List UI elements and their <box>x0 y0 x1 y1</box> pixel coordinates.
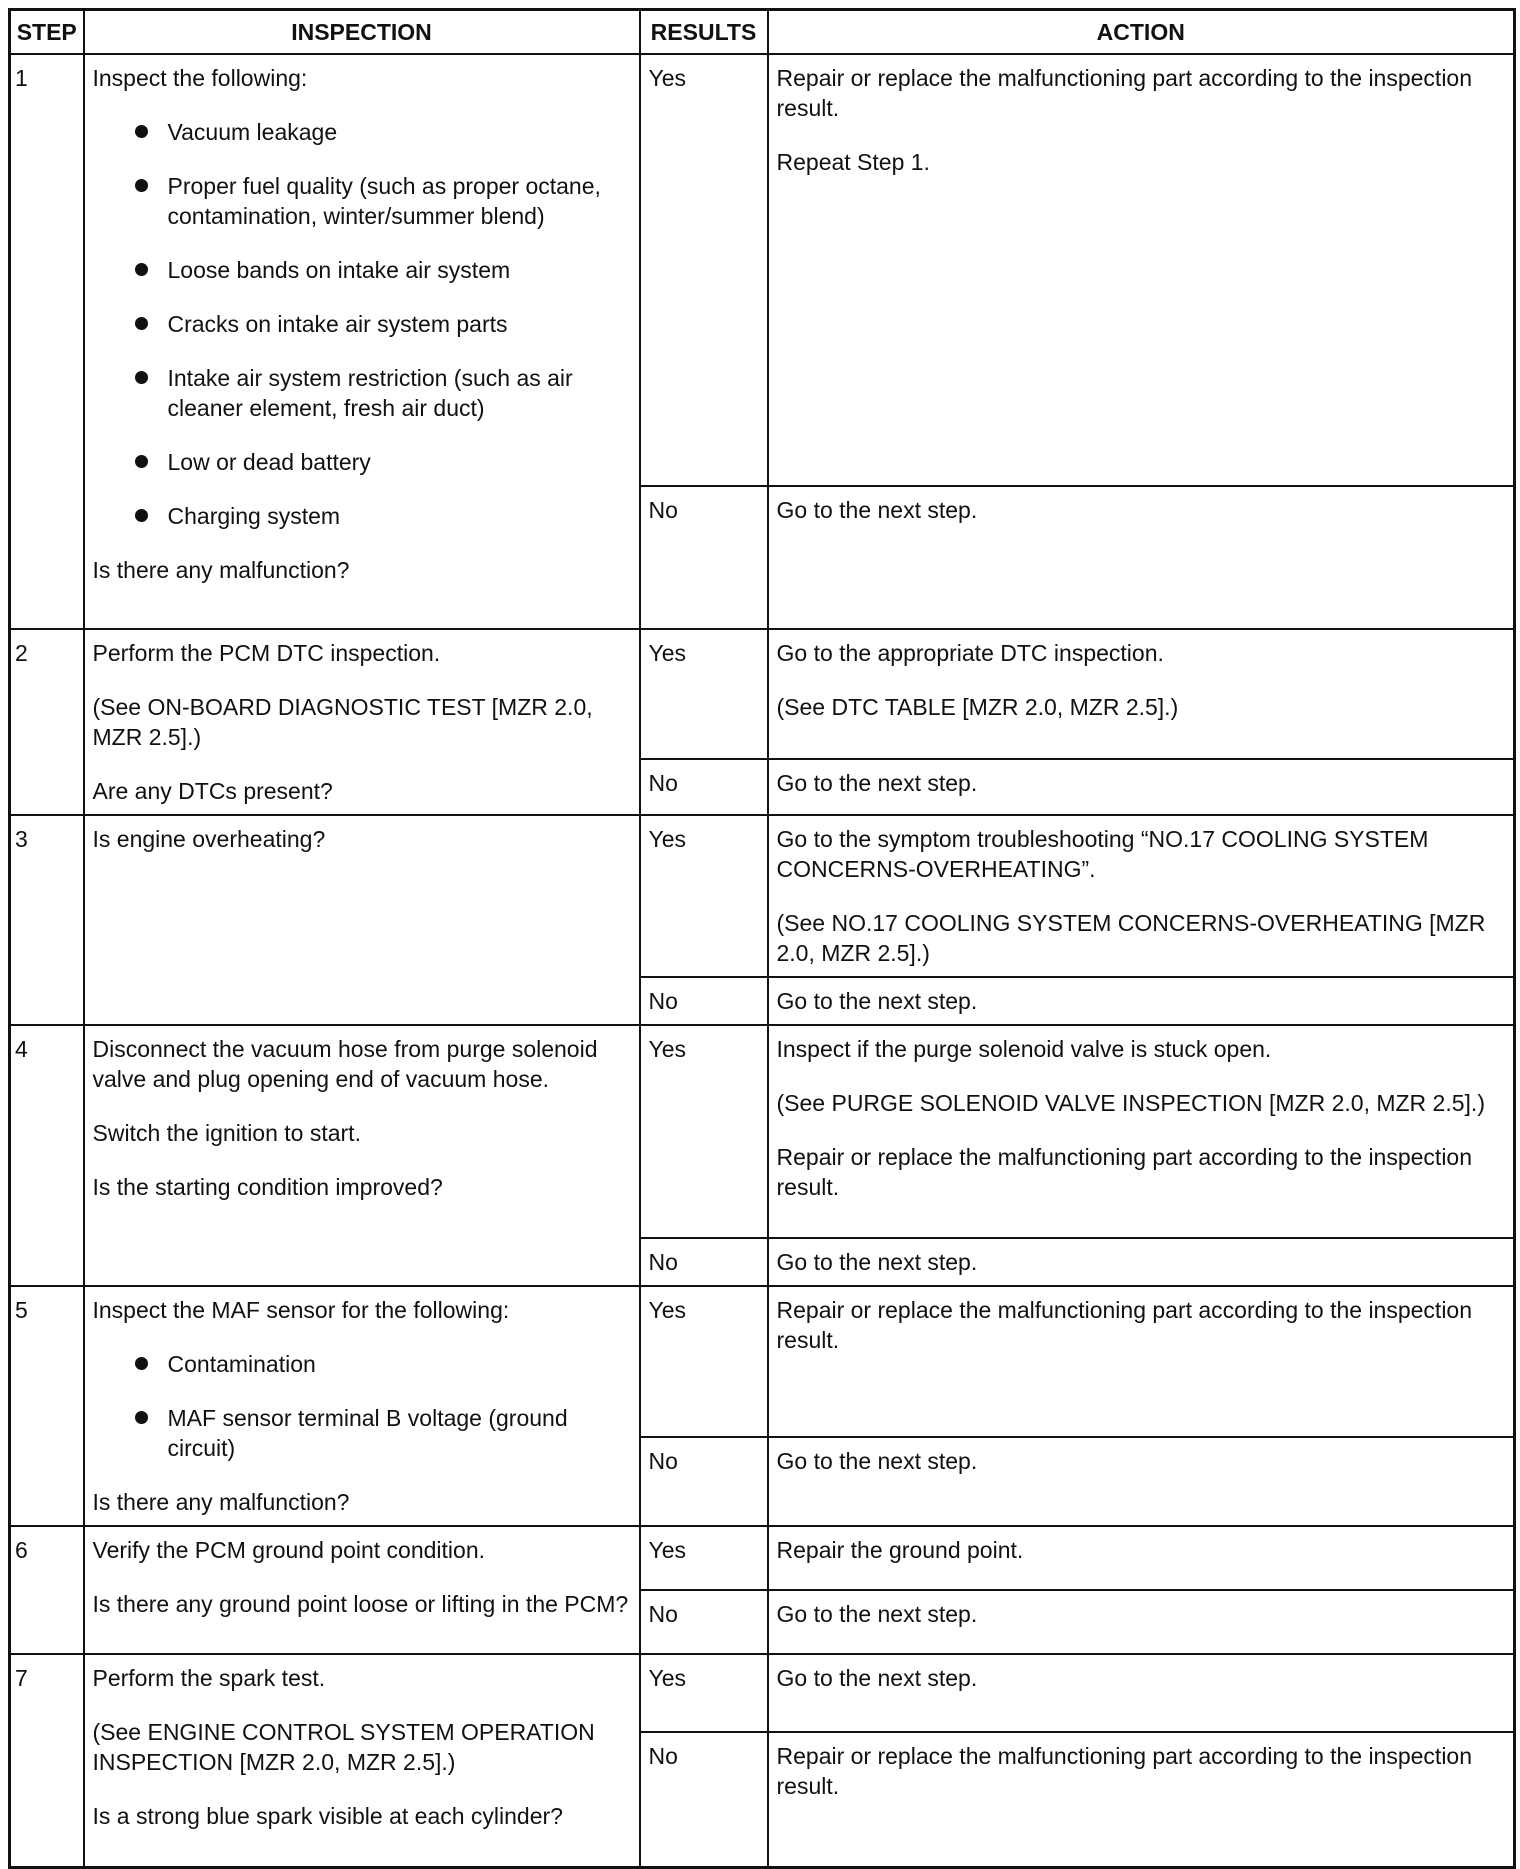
inspection-question: Are any DTCs present? <box>92 778 333 804</box>
action-text: Go to the next step. <box>776 497 978 523</box>
action-text: Go to the next step. <box>776 1601 978 1627</box>
action-cell <box>768 1286 1515 1437</box>
step-3-yes-row <box>10 815 1515 977</box>
inspection-cell <box>84 54 640 629</box>
action-text: Go to the next step. <box>776 1249 978 1275</box>
action-text: Repair or replace the malfunctioning part according to the inspection result. <box>776 1144 1473 1200</box>
action-text: Go to the next step. <box>776 988 978 1014</box>
inspection-cell <box>84 815 640 1025</box>
bullet-icon <box>135 125 148 138</box>
result-no: No <box>640 1437 768 1526</box>
action-cell <box>768 1437 1515 1526</box>
action-text: Repair or replace the malfunctioning part according to the inspection result. <box>776 1743 1473 1799</box>
result-no: No <box>640 759 768 815</box>
action-text: (See DTC TABLE [MZR 2.0, MZR 2.5].) <box>776 694 1179 720</box>
result-yes: Yes <box>640 1286 768 1437</box>
inspection-text: Inspect the MAF sensor for the following: <box>92 1297 510 1323</box>
result-yes: Yes <box>640 815 768 977</box>
inspection-text: Perform the PCM DTC inspection. <box>92 640 441 666</box>
inspection-text: Switch the ignition to start. <box>92 1120 361 1146</box>
action-cell <box>768 629 1515 759</box>
step-number: 7 <box>10 1654 84 1867</box>
inspection-question: Is there any malfunction? <box>92 557 350 583</box>
step-number: 1 <box>10 54 84 629</box>
step-1-yes-row <box>10 54 1515 486</box>
action-text: Go to the next step. <box>776 770 978 797</box>
bullet-icon <box>135 1357 148 1370</box>
result-yes: Yes <box>640 1025 768 1238</box>
inspection-cell <box>84 629 640 815</box>
action-cell <box>768 1238 1515 1286</box>
list-item: Cracks on intake air system parts <box>133 309 631 339</box>
step-7-yes-row <box>10 1654 1515 1732</box>
header-action: ACTION <box>768 10 1515 55</box>
result-yes: Yes <box>640 54 768 486</box>
step-number: 6 <box>10 1526 84 1654</box>
action-text: Go to the next step. <box>776 1447 978 1474</box>
action-text: Repair the ground point. <box>776 1537 1024 1563</box>
inspection-cell <box>84 1654 640 1867</box>
result-no: No <box>640 1590 768 1654</box>
result-no: No <box>640 1238 768 1286</box>
bullet-icon <box>135 455 148 468</box>
step-2-yes-row <box>10 629 1515 759</box>
action-cell <box>768 1025 1515 1238</box>
action-cell <box>768 1732 1515 1867</box>
inspection-text: Verify the PCM ground point condition. <box>92 1537 486 1563</box>
list-item: Vacuum leakage <box>133 117 631 147</box>
inspection-question: Is engine overheating? <box>92 826 326 852</box>
step-number: 3 <box>10 815 84 1025</box>
list-item: Loose bands on intake air system <box>133 255 631 285</box>
bullet-list <box>93 117 631 531</box>
result-no: No <box>640 1732 768 1867</box>
action-cell <box>768 486 1515 629</box>
inspection-text: Inspect the following: <box>92 65 308 91</box>
result-yes: Yes <box>640 1654 768 1732</box>
bullet-icon <box>135 179 148 192</box>
list-item: Low or dead battery <box>133 447 631 477</box>
inspection-text: Perform the spark test. <box>92 1665 326 1691</box>
list-item: Contamination <box>133 1349 631 1379</box>
action-cell <box>768 1654 1515 1732</box>
inspection-text: (See ENGINE CONTROL SYSTEM OPERATION INSPECTION [MZR 2.0, MZR 2.5].) <box>92 1719 595 1775</box>
bullet-icon <box>135 371 148 384</box>
inspection-cell <box>84 1025 640 1286</box>
step-number: 4 <box>10 1025 84 1286</box>
step-number: 5 <box>10 1286 84 1526</box>
action-cell <box>768 815 1515 977</box>
list-item: MAF sensor terminal B voltage (ground circuit) <box>133 1403 631 1463</box>
bullet-icon <box>135 1411 148 1424</box>
step-number: 2 <box>10 629 84 815</box>
step-4-yes-row <box>10 1025 1515 1238</box>
bullet-icon <box>135 317 148 330</box>
action-text: Repair or replace the malfunctioning part according to the inspection result. <box>776 1297 1473 1353</box>
action-text: Repeat Step 1. <box>776 149 930 175</box>
header-results: RESULTS <box>640 10 768 55</box>
result-no: No <box>640 486 768 629</box>
inspection-question: Is the starting condition improved? <box>92 1174 443 1200</box>
action-cell <box>768 54 1515 486</box>
bullet-icon <box>135 509 148 522</box>
list-item: Intake air system restriction (such as air cleaner element, fresh air duct) <box>133 363 631 423</box>
bullet-icon <box>135 263 148 276</box>
diagnostic-table <box>8 8 1516 1869</box>
action-cell <box>768 1590 1515 1654</box>
inspection-cell <box>84 1286 640 1526</box>
action-text: Repair or replace the malfunctioning part according to the inspection result. <box>776 65 1473 121</box>
inspection-question: Is there any ground point loose or lifting in the PCM? <box>92 1591 629 1617</box>
action-cell <box>768 759 1515 815</box>
inspection-text: Disconnect the vacuum hose from purge solenoid valve and plug opening end of vacuum hose. <box>92 1036 598 1092</box>
bullet-list <box>93 1349 631 1463</box>
result-yes: Yes <box>640 1526 768 1590</box>
action-cell <box>768 977 1515 1025</box>
action-text: Inspect if the purge solenoid valve is stuck open. <box>776 1036 1272 1062</box>
list-item: Proper fuel quality (such as proper octane, contamination, winter/summer blend) <box>133 171 631 231</box>
inspection-question: Is there any malfunction? <box>92 1489 350 1515</box>
inspection-question: Is a strong blue spark visible at each cylinder? <box>92 1803 563 1829</box>
result-no: No <box>640 977 768 1025</box>
header-step: STEP <box>10 10 84 55</box>
header-inspection: INSPECTION <box>84 10 640 55</box>
action-text: Go to the next step. <box>776 1665 978 1691</box>
inspection-cell <box>84 1526 640 1654</box>
action-text: Go to the symptom troubleshooting “NO.17 COOLING SYSTEM CONCERNS-OVERHEATING”. <box>776 826 1429 882</box>
header-row <box>10 10 1515 55</box>
inspection-text: (See ON-BOARD DIAGNOSTIC TEST [MZR 2.0, MZR 2.5].) <box>92 694 593 750</box>
step-5-yes-row <box>10 1286 1515 1437</box>
result-yes: Yes <box>640 629 768 759</box>
step-6-yes-row <box>10 1526 1515 1590</box>
action-text: (See NO.17 COOLING SYSTEM CONCERNS-OVERHEATING [MZR 2.0, MZR 2.5].) <box>776 910 1486 966</box>
action-text: (See PURGE SOLENOID VALVE INSPECTION [MZR 2.0, MZR 2.5].) <box>776 1090 1485 1116</box>
action-text: Go to the appropriate DTC inspection. <box>776 640 1164 666</box>
action-cell <box>768 1526 1515 1590</box>
list-item: Charging system <box>133 501 631 531</box>
